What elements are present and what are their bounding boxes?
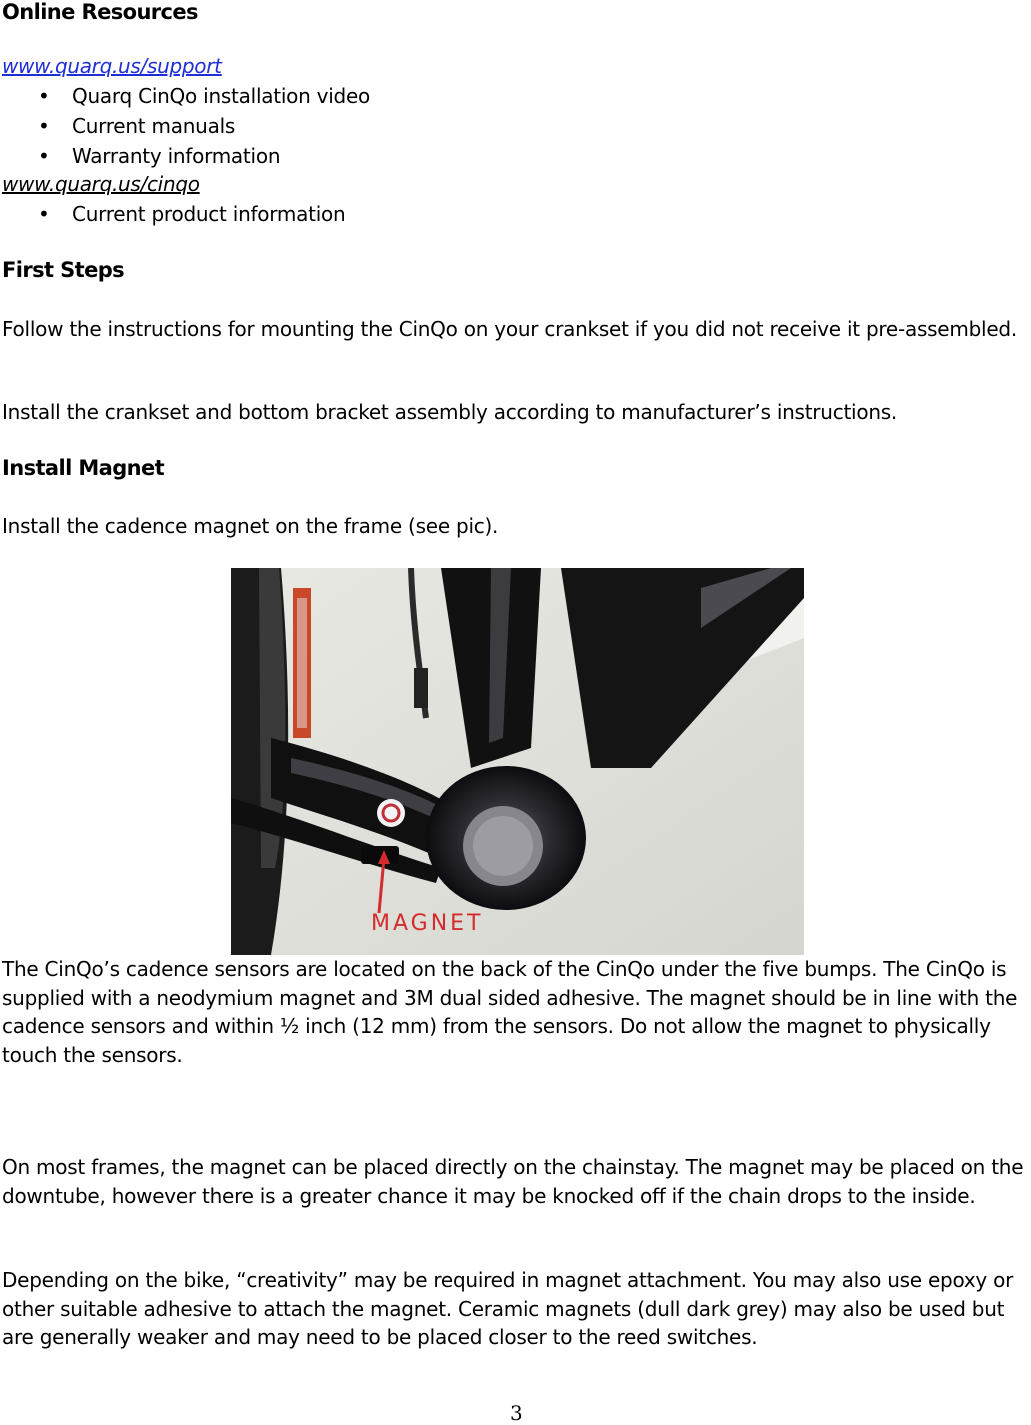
heading-first-steps: First Steps <box>2 258 125 282</box>
install-magnet-paragraph-3: On most frames, the magnet can be placed directly on the chainstay. The magnet may be placed on the downtube, however there is a greater chance it may be knocked off if the chain drops to the inside. <box>2 1155 1024 1208</box>
first-steps-paragraph-2: Install the crankset and bottom bracket assembly according to manufacturer’s instructions. <box>2 400 898 424</box>
bullet-icon: • <box>38 202 50 226</box>
list-item: • Warranty information <box>38 144 281 168</box>
cinqo-link[interactable]: www.quarq.us/cinqo <box>2 172 200 196</box>
magnet-label: MAGNET <box>371 911 484 936</box>
install-magnet-paragraph-2: The CinQo’s cadence sensors are located on the back of the CinQo under the five bumps. The CinQo is supplied with a neodymium magnet and 3M dual sided adhesive. The magnet should be in line with the cadence sensors and within ½ inch (12 mm) from the sensors. Do not allow the magnet to physically touch the sensors. <box>2 957 1018 1067</box>
bullet-icon: • <box>38 144 50 168</box>
bullet-icon: • <box>38 114 50 138</box>
bullet-icon: • <box>38 84 50 108</box>
heading-online-resources: Online Resources <box>2 0 198 24</box>
list-item: • Quarq CinQo installation video <box>38 84 371 108</box>
install-magnet-paragraph-4: Depending on the bike, “creativity” may be required in magnet attachment. You may also use epoxy or other suitable adhesive to attach the magnet. Ceramic magnets (dull dark grey) may also be used but are generally weaker and may need to be placed closer to the reed switches. <box>2 1268 1014 1349</box>
first-steps-paragraph-1: Follow the instructions for mounting the CinQo on your crankset if you did not receive it pre-assembled. <box>2 317 1017 341</box>
support-link[interactable]: www.quarq.us/support <box>2 54 222 78</box>
page-number: 3 <box>510 1401 523 1425</box>
list-item: • Current product information <box>38 202 346 226</box>
install-magnet-paragraph-1: Install the cadence magnet on the frame (see pic). <box>2 514 499 538</box>
heading-install-magnet: Install Magnet <box>2 456 165 480</box>
bike-frame-photo <box>231 568 804 955</box>
list-item: • Current manuals <box>38 114 236 138</box>
